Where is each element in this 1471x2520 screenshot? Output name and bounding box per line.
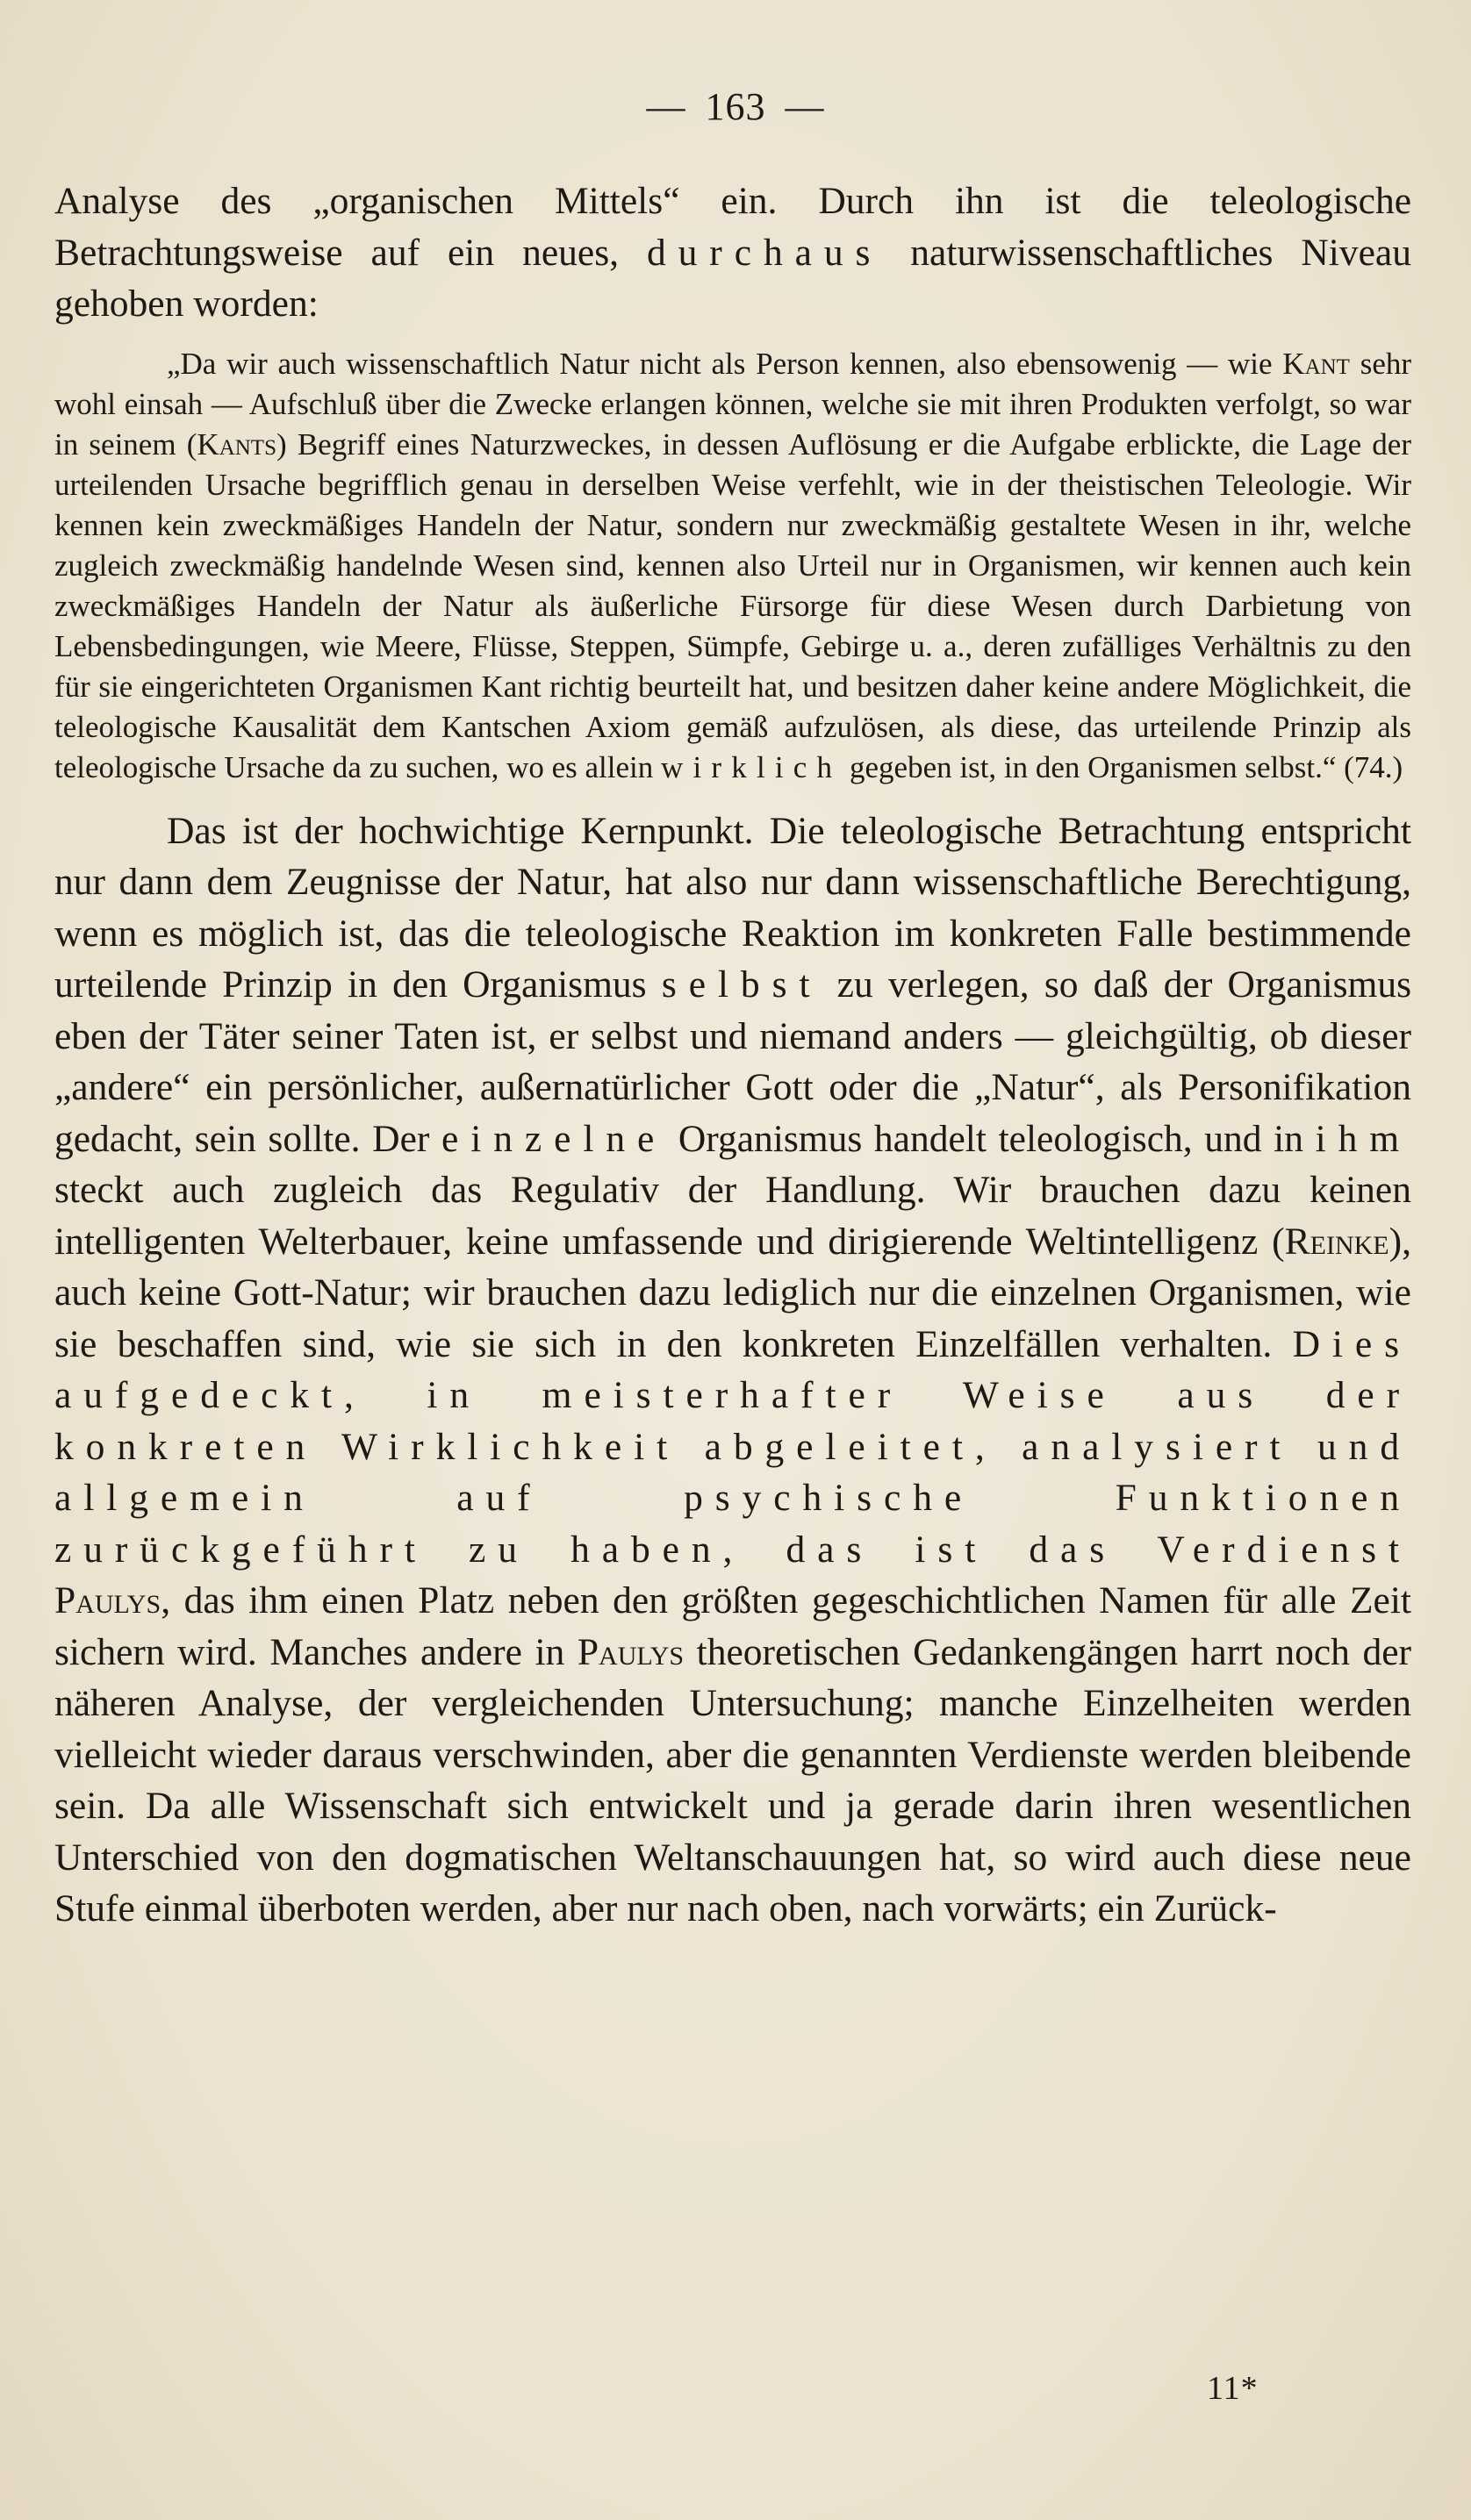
- text-run: steckt auch zugleich das Regulativ der Handlung. Wir brauchen dazu keinen intelligenten Welterbauer, keine umfassende und dirigierende Weltintelligenz (: [54, 1169, 1411, 1263]
- text-run: sehr wohl einsah — Aufschluß über die Zwecke erlangen können, welche sie mit ihren Produkten verfolgt, so war in seinem (: [54, 346, 1412, 462]
- text-run: theoretischen Gedankengängen harrt noch der näheren Analyse, der vergleichenden Untersuchung; manche Einzelheiten werden vielleicht wieder daraus verschwinden, aber die genannten Verdienste werden bleibende sein. Da alle Wissenschaft sich entwickelt und ja gerade darin ihren wesentlichen Unterschied von den dogmatischen Weltanschauungen hat, so wird auch diese neue Stufe einmal überboten werden, aber nur nach oben, nach vorwärts; ein Zurück-: [54, 1630, 1411, 1929]
- text-run: Das ist der hochwichtige Kernpunkt. Die teleologische Betrachtung entspricht nur dann dem Zeugnisse der Natur, hat also nur dann wissenschaftliche Berechtigung, wenn es möglich ist, das die teleologische Reaktion im konkreten Falle bestimmende urteilende Prinzip in den Organismus: [54, 809, 1411, 1006]
- name-small-caps: Kants: [197, 426, 276, 462]
- name-small-caps: Paulys: [54, 1579, 161, 1622]
- emphasis-spaced: einzelne: [441, 1117, 667, 1160]
- emphasis-spaced: ihm: [1315, 1117, 1412, 1160]
- name-small-caps: Reinke: [1284, 1220, 1389, 1263]
- name-small-caps: Kant: [1282, 346, 1350, 381]
- paragraph-main: [54, 805, 1411, 1935]
- page-number: 163: [705, 85, 766, 128]
- emphasis-spaced: wirklich: [661, 749, 843, 784]
- text-run: Organismus handelt teleologisch, und in: [666, 1117, 1316, 1160]
- text-run: Analyse des „organischen Mittels“ ein. Durch ihn ist die teleologische Betrachtungsweise auf ein neues,: [54, 180, 1411, 274]
- page-number-dash-left: —: [646, 85, 686, 128]
- emphasis-spaced: durchaus: [646, 231, 883, 274]
- text-run: ), auch keine Gott-Natur; wir brauchen dazu lediglich nur die einzelnen Organismen, wie sie beschaffen sind, wie sie sich in den konkreten Einzelfällen verhalten.: [54, 1220, 1411, 1365]
- paragraph-intro: [54, 175, 1411, 330]
- signature-mark: 11*: [1207, 2370, 1259, 2407]
- emphasis-spaced: Dies aufgedeckt, in meisterhafter Weise aus der konkreten Wirklichkeit abgeleitet, analysiert und allgemein auf psychische Funktionen zurückgeführt zu haben, das ist das Verdienst: [54, 1322, 1411, 1571]
- name-small-caps: Paulys: [577, 1630, 685, 1673]
- block-quote: [54, 344, 1411, 788]
- text-run: gegeben ist, in den Organismen selbst.“ (74.): [842, 749, 1403, 784]
- text-run: ) Begriff eines Naturzweckes, in dessen Auflösung er die Aufgabe erblickte, die Lage der urteilenden Ursache begrifflich genau in derselben Weise verfehlt, wie in der theistischen Teleologie. Wir kennen kein zweckmäßiges Handeln der Natur, sondern nur zweckmäßig gestaltete Wesen in ihr, welche zugleich zweckmäßig handelnde Wesen sind, kennen also Urteil nur in Organismen, wir kennen auch kein zweckmäßiges Handeln der Natur als äußerliche Fürsorge für diese Wesen durch Darbietung von Lebensbedingungen, wie Meere, Flüsse, Steppen, Sümpfe, Gebirge u. a., deren zufälliges Verhältnis zu den für sie eingerichteten Organismen Kant richtig beurteilt hat, und besitzen daher keine andere Möglichkeit, die teleologische Kausalität dem Kantschen Axiom gemäß aufzulösen, als diese, das urteilende Prinzip als teleologische Ursache da zu suchen, wo es allein: [54, 426, 1411, 784]
- text-run: zu verlegen, so daß der Organismus eben der Täter seiner Taten ist, er selbst und niemand anders — gleichgültig, ob dieser „andere“ ein persönlicher, außernatürlicher Gott oder die „Natur“, als Personifikation gedacht, sein sollte. Der: [54, 963, 1412, 1160]
- emphasis-spaced: selbst: [661, 963, 822, 1006]
- text-run: , das ihm einen Platz neben den größten gegeschichtlichen Namen für alle Zeit sichern wird. Manches andere in: [54, 1579, 1411, 1673]
- body-text: [54, 175, 1411, 1935]
- text-run: naturwissenschaftliches Niveau gehoben worden:: [54, 231, 1411, 325]
- page-number-dash-right: —: [785, 85, 825, 128]
- text-run: „Da wir auch wissenschaftlich Natur nicht als Person kennen, also ebensowenig — wie: [167, 346, 1283, 381]
- page-number-header: [0, 84, 1471, 129]
